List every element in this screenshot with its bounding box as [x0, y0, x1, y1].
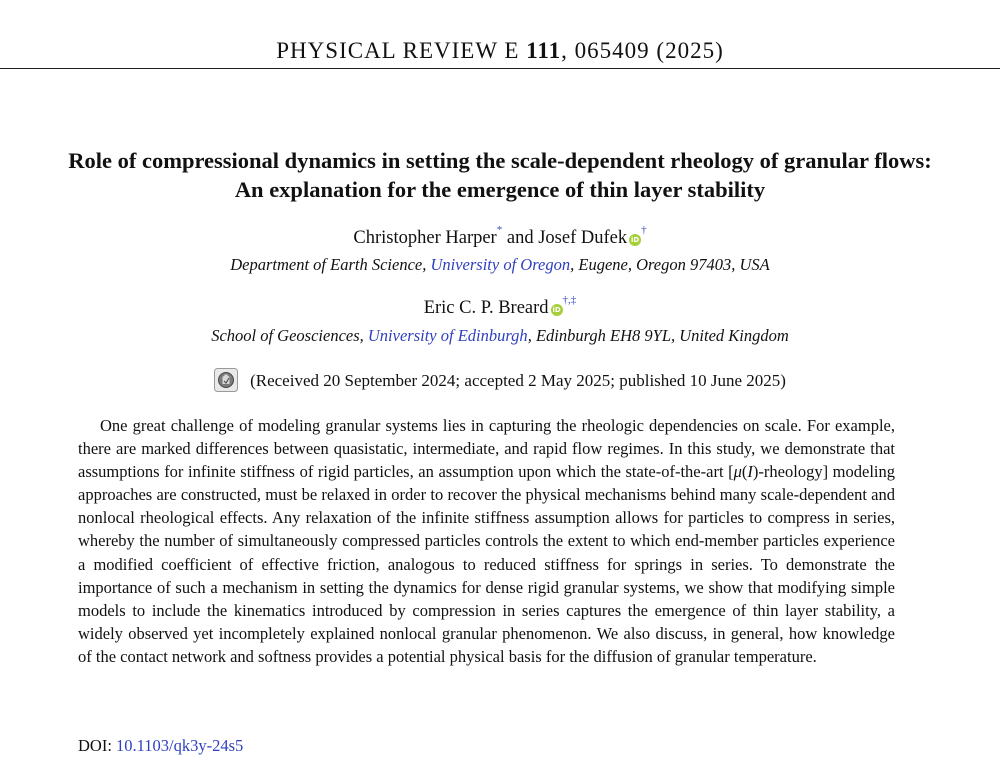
- abstract: [78, 414, 895, 668]
- journal-volume: 111: [526, 38, 562, 63]
- authors-line-2: [0, 293, 1000, 319]
- doi-label: DOI:: [78, 736, 117, 755]
- title-line-2: An explanation for the emergence of thin layer stability: [234, 177, 766, 202]
- publication-dates: [0, 370, 1000, 394]
- affiliation-oregon: [0, 255, 1000, 275]
- author-breard-mark[interactable]: †,‡: [562, 293, 577, 306]
- doi-link[interactable]: 10.1103/qk3y-24s5: [116, 736, 244, 755]
- article-id: , 065409 (2025): [561, 38, 724, 63]
- authors-and: and: [502, 228, 539, 248]
- doi-line: [78, 736, 243, 756]
- university-edinburgh-link[interactable]: University of Edinburgh: [367, 326, 528, 345]
- affiliation-edinburgh-address: , Edinburgh EH8 9YL, United Kingdom: [527, 326, 789, 345]
- received-text: (Received 20 September 2024; accepted 2 May 2025; published 10 June 2025): [250, 370, 786, 390]
- check-for-updates-icon[interactable]: [214, 368, 238, 392]
- abstract-part-2: )-rheology] modeling approaches are constructed, must be relaxed in order to recover the physical mechanisms behind many scale-dependent and nonlocal rheological effects. Any relaxation of the infinite stiffness assumption allows for particles to compress in series, whereby the number of simultaneously compressed particles controls the extent to which end-member particles experience a modified coefficient of effective friction, analogous to reduced stiffness for springs in series. To demonstrate the importance of such a mechanism in setting the dynamics for dense rigid granular systems, we show that modifying simple models to include the kinematics introduced by compression in series captures the emergence of thin layer stability, a widely observed yet incompletely explained nonlocal granular phenomenon. We also discuss, in general, how knowledge of the contact network and softness provides a potential physical basis for the diffusion of granular temperature.: [78, 462, 895, 666]
- paper-title: [10, 146, 990, 204]
- author-dufek[interactable]: Josef Dufek: [538, 228, 628, 248]
- journal-name: PHYSICAL REVIEW E: [276, 38, 520, 63]
- authors-line-1: [0, 223, 1000, 249]
- abstract-part-1: One great challenge of modeling granular systems lies in capturing the rheologic dependencies on scale. For example, there are marked differences between quasistatic, intermediate, and rapid flow regimes. In this study, we demonstrate that assumptions for infinite stiffness of rigid particles, an assumption upon which the state-of-the-art [: [78, 416, 895, 482]
- affiliation-oregon-address: , Eugene, Oregon 97403, USA: [570, 255, 770, 274]
- author-dufek-mark[interactable]: †: [641, 223, 647, 236]
- journal-header: [0, 38, 1000, 64]
- author-harper[interactable]: Christopher Harper: [353, 228, 497, 248]
- abstract-paren: (: [741, 462, 748, 482]
- affiliation-oregon-dept: Department of Earth Science,: [230, 255, 431, 274]
- university-oregon-link[interactable]: University of Oregon: [430, 255, 571, 274]
- abstract-mu: μ: [733, 462, 742, 482]
- header-rule: [0, 68, 1000, 69]
- orcid-icon[interactable]: iD: [630, 236, 640, 244]
- affiliation-edinburgh-dept: School of Geosciences,: [211, 326, 368, 345]
- affiliation-edinburgh: [0, 326, 1000, 346]
- author-breard[interactable]: Eric C. P. Breard: [423, 298, 549, 318]
- abstract-I: I: [747, 462, 753, 482]
- orcid-icon[interactable]: iD: [552, 306, 561, 314]
- title-line-1: Role of compressional dynamics in setting the scale-dependent rheology of granular flows:: [68, 148, 932, 173]
- author-harper-mark[interactable]: *: [496, 223, 503, 236]
